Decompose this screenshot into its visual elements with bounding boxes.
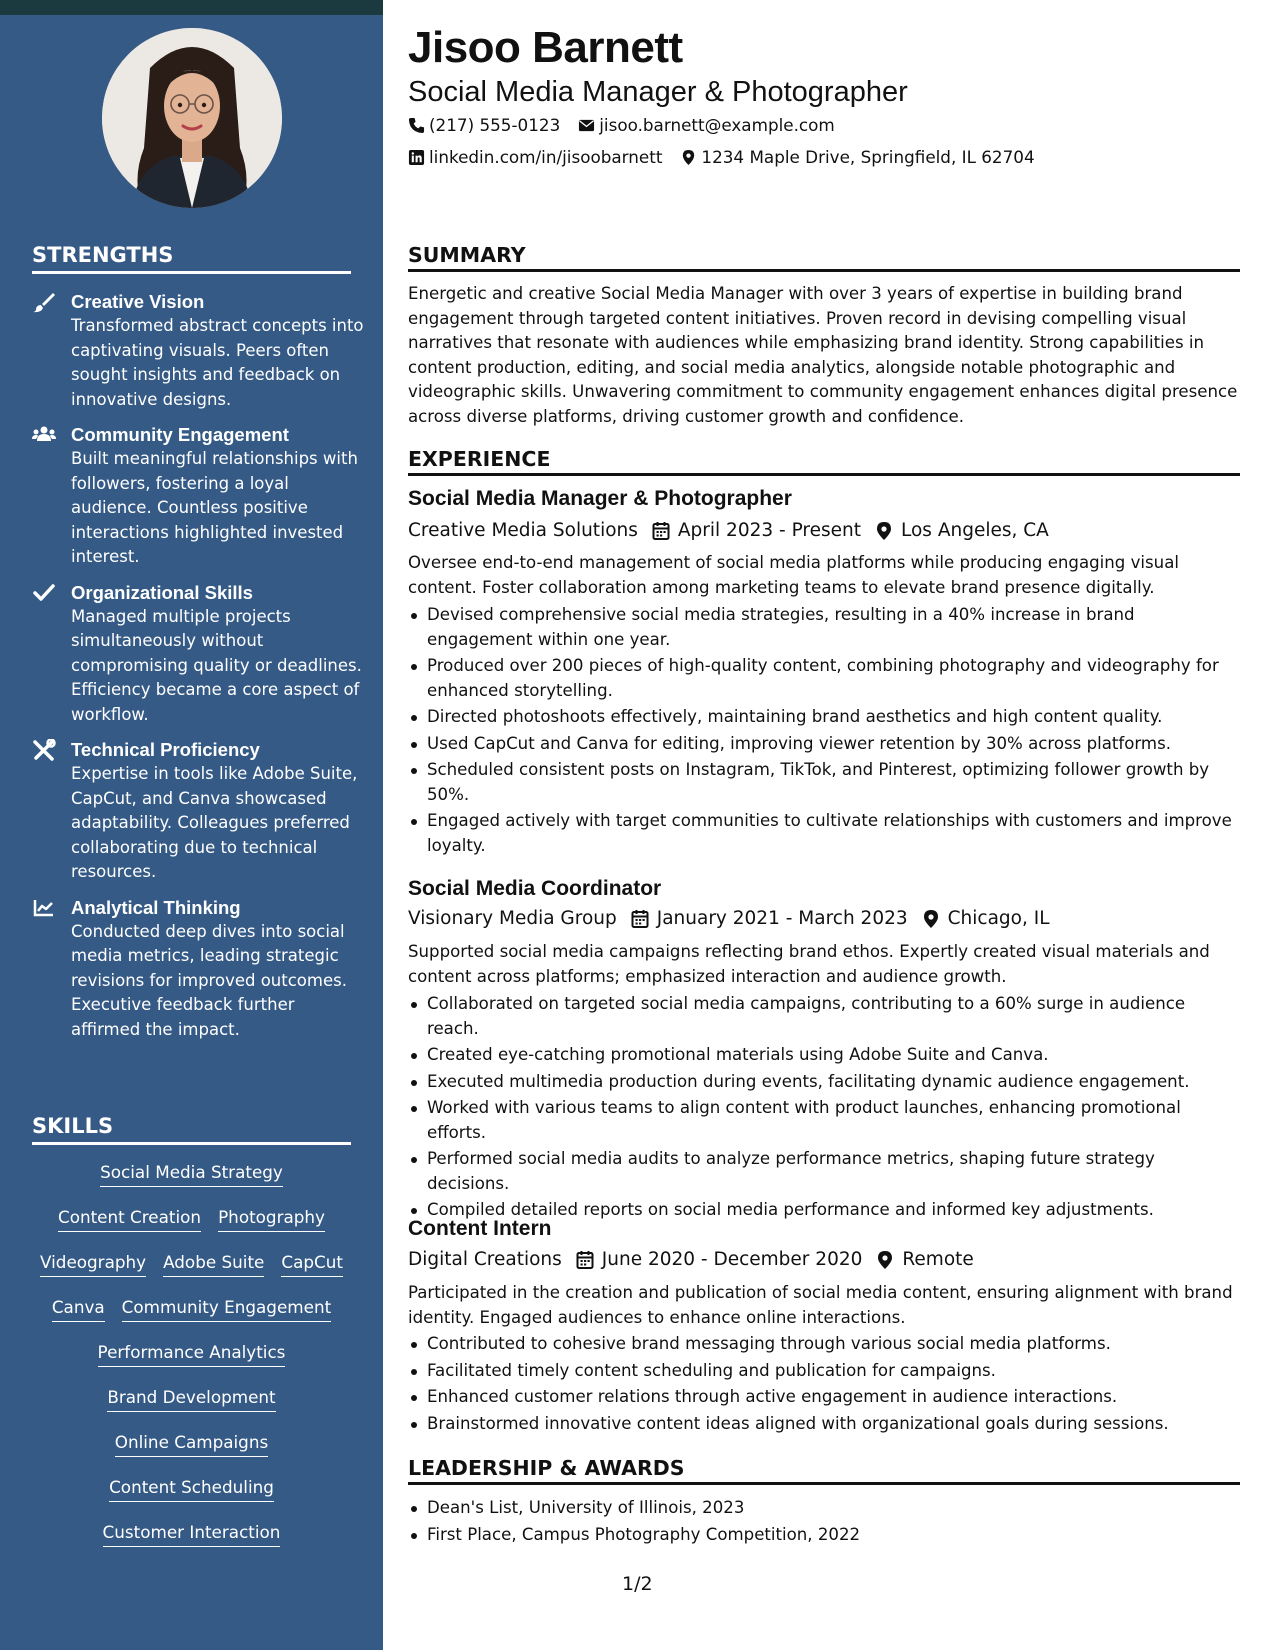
users-icon (32, 424, 56, 446)
skill-tag: Photography (218, 1205, 325, 1232)
list-item: Collaborated on targeted social media campaigns, contributing to a 60% surge in audience reach. (408, 992, 1240, 1041)
contact-row (408, 146, 1035, 168)
list-item: Contributed to cohesive brand messaging through various social media platforms. (408, 1332, 1240, 1357)
skill-tag: Performance Analytics (98, 1340, 286, 1367)
skill-tag: Adobe Suite (163, 1250, 264, 1277)
job-bullets (408, 1332, 1240, 1438)
check-icon (32, 582, 56, 604)
job-summary: Oversee end-to-end management of social media platforms while producing engaging visual content. Foster collaboration among marketing teams to elevate brand presence digitally. (408, 553, 1179, 597)
phone-icon (408, 117, 425, 134)
job-meta (408, 518, 1049, 544)
company-name: Creative Media Solutions (408, 520, 638, 541)
skill-tag: Content Creation (58, 1205, 201, 1232)
linkedin-icon (408, 149, 425, 166)
job-meta (408, 906, 1050, 932)
list-item: Produced over 200 pieces of high-quality content, combining photography and videography for enhanced storytelling. (408, 654, 1240, 703)
strength-description: Managed multiple projects simultaneously without compromising quality or deadlines. Efficiency became a core aspect of workflow. (71, 606, 362, 724)
sidebar (0, 0, 383, 1650)
calendar-icon (652, 521, 670, 541)
strength-item (32, 738, 362, 885)
skill-tag: Canva (52, 1295, 105, 1322)
skill-tag: Social Media Strategy (100, 1160, 283, 1187)
summary-text: Energetic and creative Social Media Manager with over 3 years of expertise in building brand engagement through targeted content initiatives. Proven record in devising compelling visual narratives that resonate with audiences while emphasizing brand identity. Strong capabilities in content production, editing, and social media analytics, alongside notable photographic and videographic skills. Unwavering commitment to community engagement enhances digital presence across diverse platforms, driving customer growth and confidence. (408, 284, 1238, 426)
contact-row (408, 114, 835, 136)
job-title: Content Intern (408, 1217, 552, 1240)
experience-heading: EXPERIENCE (408, 446, 1240, 476)
skill-tag: Customer Interaction (103, 1520, 281, 1547)
candidate-name: Jisoo Barnett (408, 23, 683, 72)
skill-tag: Community Engagement (122, 1295, 332, 1322)
candidate-title: Social Media Manager & Photographer (408, 76, 908, 108)
strength-item (32, 290, 362, 412)
strength-item (32, 896, 362, 1043)
strengths-heading: STRENGTHS (32, 242, 351, 274)
skill-tag: Online Campaigns (115, 1430, 268, 1457)
skill-tag: Videography (40, 1250, 146, 1277)
skill-tag: Brand Development (107, 1385, 275, 1412)
list-item: Performed social media audits to analyze performance metrics, shaping future strategy decisions. (408, 1147, 1240, 1196)
job-summary: Participated in the creation and publication of social media content, ensuring alignment with brand identity. Engaged audiences to enhance online interactions. (408, 1283, 1233, 1327)
avatar (102, 28, 282, 208)
job-location: Remote (902, 1249, 974, 1270)
list-item: Directed photoshoots effectively, maintaining brand aesthetics and high content quality. (408, 705, 1240, 730)
tools-icon (32, 739, 56, 761)
job-bullets (408, 603, 1240, 860)
map-pin-icon (876, 1250, 894, 1270)
job-dates: January 2021 - March 2023 (656, 908, 908, 929)
list-item: Brainstormed innovative content ideas aligned with organizational goals during sessions. (408, 1412, 1240, 1437)
linkedin-url[interactable]: linkedin.com/in/jisoobarnett (429, 147, 663, 167)
email-address[interactable]: jisoo.barnett@example.com (599, 115, 835, 135)
job-location: Los Angeles, CA (901, 520, 1049, 541)
job-dates: June 2020 - December 2020 (601, 1249, 863, 1270)
list-item: Dean's List, University of Illinois, 2023 (408, 1496, 1240, 1521)
list-item: Compiled detailed reports on social media performance and informed key adjustments. (408, 1198, 1240, 1223)
chart-line-icon (32, 897, 56, 919)
list-item: Used CapCut and Canva for editing, improving viewer retention by 30% across platforms. (408, 732, 1240, 757)
phone-number: (217) 555-0123 (429, 115, 561, 135)
job-title: Social Media Manager & Photographer (408, 487, 792, 510)
awards-heading: LEADERSHIP & AWARDS (408, 1455, 1240, 1485)
awards-list (408, 1496, 1240, 1549)
page-number: 1/2 (622, 1573, 653, 1595)
summary-heading: SUMMARY (408, 242, 1240, 272)
skills-heading: SKILLS (32, 1113, 351, 1145)
list-item: Worked with various teams to align content with product launches, enhancing promotional efforts. (408, 1096, 1240, 1145)
address: 1234 Maple Drive, Springfield, IL 62704 (701, 147, 1035, 167)
paintbrush-icon (32, 291, 56, 313)
strength-title: Analytical Thinking (71, 896, 241, 918)
job-summary: Supported social media campaigns reflecting brand ethos. Expertly created visual materials and content across platforms; emphasized interaction and audience growth. (408, 942, 1210, 986)
strength-title: Technical Proficiency (71, 739, 260, 760)
strength-title: Organizational Skills (71, 581, 253, 603)
job-location: Chicago, IL (947, 908, 1050, 929)
strength-description: Expertise in tools like Adobe Suite, CapCut, and Canva showcased adaptability. Colleagues preferred collaborating due to technical resources. (71, 764, 358, 881)
strength-item (32, 423, 362, 570)
job-meta (408, 1247, 974, 1273)
calendar-icon (576, 1250, 594, 1270)
address-item (680, 146, 1034, 168)
skills-list (32, 1160, 351, 1565)
list-item: Enhanced customer relations through active engagement in audience interactions. (408, 1385, 1240, 1410)
strength-title: Community Engagement (71, 424, 289, 445)
email-item[interactable] (578, 114, 835, 136)
job-dates: April 2023 - Present (677, 520, 861, 541)
strength-item (32, 581, 362, 728)
strength-description: Conducted deep dives into social media metrics, leading strategic revisions for improved outcomes. Executive feedback further affirmed the impact. (71, 921, 347, 1039)
list-item: Created eye-catching promotional materials using Adobe Suite and Canva. (408, 1043, 1240, 1068)
linkedin-item[interactable] (408, 146, 662, 168)
map-pin-icon (922, 909, 940, 929)
list-item: Engaged actively with target communities to cultivate relationships with customers and improve loyalty. (408, 809, 1240, 858)
strength-description: Built meaningful relationships with followers, fostering a loyal audience. Countless positive interactions highlighted invested interest. (71, 449, 358, 566)
list-item: Facilitated timely content scheduling and publication for campaigns. (408, 1359, 1240, 1384)
skill-tag: Content Scheduling (109, 1475, 274, 1502)
envelope-icon (578, 117, 595, 134)
phone-item (408, 114, 560, 136)
map-pin-icon (680, 149, 697, 166)
job-title: Social Media Coordinator (408, 877, 662, 900)
strength-description: Transformed abstract concepts into captivating visuals. Peers often sought insights and feedback on innovative designs. (71, 316, 364, 409)
skill-tag: CapCut (281, 1250, 343, 1277)
strengths-list (32, 290, 362, 1053)
job-bullets (408, 992, 1240, 1225)
calendar-icon (631, 909, 649, 929)
sidebar-top-bar (0, 0, 383, 15)
map-pin-icon (875, 521, 893, 541)
company-name: Digital Creations (408, 1249, 562, 1270)
list-item: Executed multimedia production during events, facilitating dynamic audience engagement. (408, 1070, 1240, 1095)
strength-title: Creative Vision (71, 291, 205, 312)
list-item: First Place, Campus Photography Competition, 2022 (408, 1523, 1240, 1548)
list-item: Devised comprehensive social media strategies, resulting in a 40% increase in brand engagement within one year. (408, 603, 1240, 652)
list-item: Scheduled consistent posts on Instagram, TikTok, and Pinterest, optimizing follower growth by 50%. (408, 758, 1240, 807)
company-name: Visionary Media Group (408, 908, 617, 929)
